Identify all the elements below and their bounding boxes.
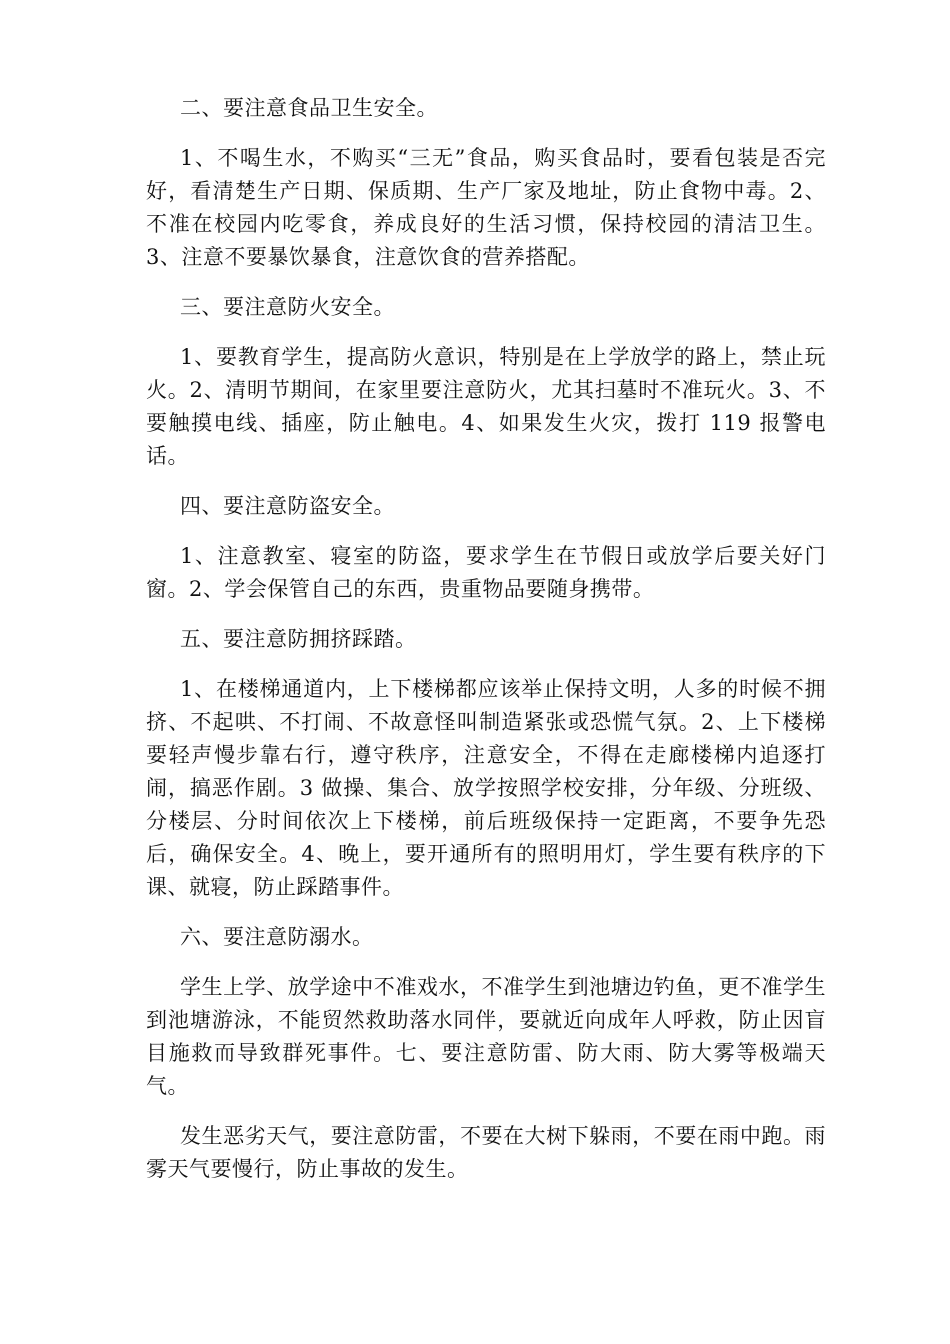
section-heading-theft-prevention: 四、要注意防盗安全。 [180, 494, 395, 518]
document-body [146, 92, 826, 1203]
paragraph-theft-prevention: 1、注意教室、寝室的防盗，要求学生在节假日或放学后要关好门窗。2、学会保管自己的东西，贵重物品要随身携带。 [146, 544, 826, 601]
section-heading-fire-safety: 三、要注意防火安全。 [180, 295, 395, 319]
paragraph-fire-safety: 1、要教育学生，提高防火意识，特别是在上学放学的路上，禁止玩火。2、清明节期间，在家里要注意防火，尤其扫墓时不准玩火。3、不要触摸电线、插座，防止触电。4、如果发生火灾，拨打 119 报警电话。 [146, 345, 826, 468]
paragraph-food-safety: 1、不喝生水，不购买“三无”食品，购买食品时，要看包装是否完好，看清楚生产日期、保质期、生产厂家及地址，防止食物中毒。2、不准在校园内吃零食，养成良好的生活习惯，保持校园的清洁卫生。3、注意不要暴饮暴食，注意饮食的营养搭配。 [146, 146, 826, 269]
section-heading-stampede-prevention: 五、要注意防拥挤踩踏。 [180, 627, 417, 651]
section-heading-food-safety: 二、要注意食品卫生安全。 [180, 96, 438, 120]
section-heading-drowning-prevention: 六、要注意防溺水。 [180, 925, 374, 949]
paragraph-stampede-prevention: 1、在楼梯通道内，上下楼梯都应该举止保持文明，人多的时候不拥挤、不起哄、不打闹、不故意怪叫制造紧张或恐慌气氛。2、上下楼梯要轻声慢步靠右行，遵守秩序，注意安全，不得在走廊楼梯内追逐打闹，搞恶作剧。3 做操、集合、放学按照学校安排，分年级、分班级、分楼层、分时间依次上下楼梯，前后班级保持一定距离，不要争先恐后，确保安全。4、晚上，要开通所有的照明用灯，学生要有秩序的下课、就寝，防止踩踏事件。 [146, 677, 826, 899]
paragraph-drowning-prevention: 学生上学、放学途中不准戏水，不准学生到池塘边钓鱼，更不准学生到池塘游泳，不能贸然救助落水同伴，要就近向成年人呼救，防止因盲目施救而导致群死事件。七、要注意防雷、防大雨、防大雾等极端天气。 [146, 975, 826, 1098]
paragraph-extreme-weather: 发生恶劣天气，要注意防雷，不要在大树下躲雨，不要在雨中跑。雨雾天气要慢行，防止事故的发生。 [146, 1124, 826, 1181]
